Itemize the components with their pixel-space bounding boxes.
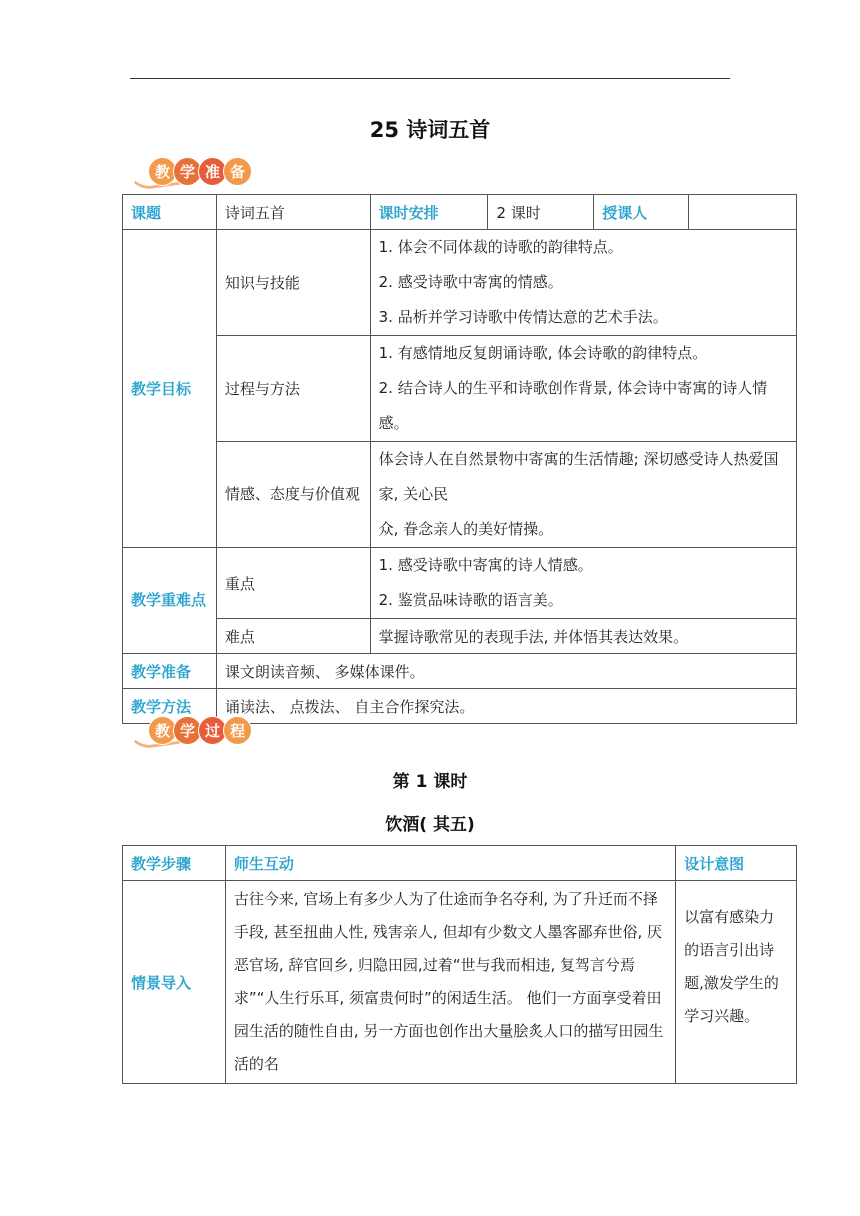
header-interaction: 师生互动 — [225, 846, 675, 881]
badge-char: 备 — [223, 157, 252, 186]
badge-char: 过 — [198, 716, 227, 745]
step-name: 情景导入 — [123, 881, 226, 1084]
list-item: 1. 体会不同体裁的诗歌的韵律特点。 — [378, 238, 623, 256]
badge-char: 学 — [173, 716, 202, 745]
value-materials: 课文朗读音频、 多媒体课件。 — [216, 654, 796, 689]
text-line: 众, 眷念亲人的美好情操。 — [378, 520, 554, 538]
badge-teaching-prep — [128, 157, 248, 187]
label-difficult: 难点 — [216, 619, 370, 654]
label-emotion: 情感、态度与价值观 — [216, 442, 370, 548]
label-objectives: 教学目标 — [123, 230, 217, 548]
list-item: 2. 感受诗歌中寄寓的情感。 — [378, 273, 563, 291]
value-topic: 诗词五首 — [216, 195, 370, 230]
knowledge-list — [370, 230, 796, 336]
process-list — [370, 336, 796, 442]
label-materials: 教学准备 — [123, 654, 217, 689]
prep-table — [122, 194, 797, 724]
header-intent: 设计意图 — [676, 846, 797, 881]
lesson-period: 第 1 课时 — [392, 772, 468, 792]
header-rule — [130, 78, 730, 79]
badge-char: 准 — [198, 157, 227, 186]
header-step: 教学步骤 — [123, 846, 226, 881]
list-item: 1. 感受诗歌中寄寓的诗人情感。 — [378, 556, 593, 574]
text-line: 体会诗人在自然景物中寄寓的生活情趣; 深切感受诗人热爱国家, 关心民 — [378, 450, 779, 503]
list-item: 2. 鉴赏品味诗歌的语言美。 — [378, 591, 563, 609]
badge-char: 教 — [148, 716, 177, 745]
label-schedule: 课时安排 — [370, 195, 488, 230]
value-teacher — [689, 195, 797, 230]
label-topic: 课题 — [123, 195, 217, 230]
badge-teaching-process — [128, 716, 248, 746]
value-methods: 诵读法、 点拨法、 自主合作探究法。 — [216, 689, 796, 724]
step-intent: 以富有感染力的语言引出诗题,激发学生的学习兴趣。 — [676, 881, 797, 1084]
poem-title: 饮酒( 其五) — [385, 815, 475, 835]
list-item: 3. 品析并学习诗歌中传情达意的艺术手法。 — [378, 308, 668, 326]
emotion-text — [370, 442, 796, 548]
list-item: 2. 结合诗人的生平和诗歌创作背景, 体会诗中寄寓的诗人情感。 — [378, 379, 768, 432]
label-teacher: 授课人 — [594, 195, 689, 230]
steps-table — [122, 845, 797, 1084]
value-schedule: 2 课时 — [488, 195, 594, 230]
badge-char: 学 — [173, 157, 202, 186]
label-process: 过程与方法 — [216, 336, 370, 442]
page-title: 25 诗词五首 — [369, 118, 491, 142]
list-item: 1. 有感情地反复朗诵诗歌, 体会诗歌的韵律特点。 — [378, 344, 708, 362]
key-list — [370, 548, 796, 619]
step-content: 古往今来, 官场上有多少人为了仕途而争名夺利, 为了升迁而不择手段, 甚至扭曲人性, 残害亲人, 但却有少数文人墨客鄙弃世俗, 厌恶官场, 辞官回乡, 归隐田园,过着“世与我而相违, 复驾言兮焉求”“人生行乐耳, 须富贵何时”的闲适生活。 他们一方面享受着田园生活的随性自由, 另一方面也创作出大量脍炙人口的描写田园生活的名 — [225, 881, 675, 1084]
label-key: 重点 — [216, 548, 370, 619]
label-methods: 教学方法 — [123, 689, 217, 724]
label-keypoints: 教学重难点 — [123, 548, 217, 654]
label-knowledge: 知识与技能 — [216, 230, 370, 336]
value-difficult: 掌握诗歌常见的表现手法, 并体悟其表达效果。 — [370, 619, 796, 654]
badge-char: 教 — [148, 157, 177, 186]
badge-char: 程 — [223, 716, 252, 745]
